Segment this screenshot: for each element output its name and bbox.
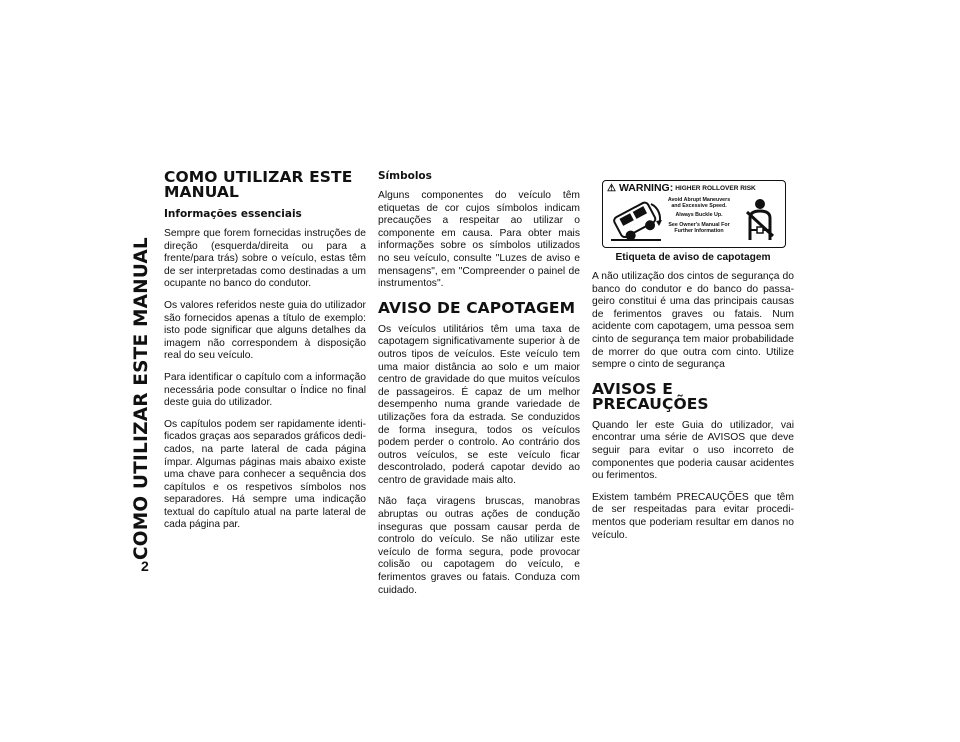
section-title-rollover-warning: AVISO DE CAPOTAGEM xyxy=(378,298,576,317)
subsection-title-symbols: Símbolos xyxy=(378,170,432,182)
paragraph: Alguns componentes do veículo têm etiquetas de cor cujos símbolos indicam precauções a respeitar ao utilizar o componente em causa. Para obter mais informações sobre os símbolos utilizados no seu veículo, consulte "Luzes de aviso e mensagens", em "Compreender o painel de instrumentos". xyxy=(378,190,580,290)
warning-line: See Owner's Manual For Further Information xyxy=(668,221,730,234)
paragraph: Os veículos utilitários têm uma taxa de capotagem significativamente superior à de outros tipos de veículos. Este veículo tem uma maior distância ao solo e um maior centro de gravidade do que muitos veículos de passageiros. É capaz de um melhor desempenho numa grande variedade de utilizações fora da estrada. Se conduzidos de forma insegura, todos os veículos podem perder o controlo. Ao contrário dos outros veículos, se este veículo ficar descontrolado, poderá capotar devido ao centro de gravidade mais alto. xyxy=(378,323,580,486)
warning-line: Avoid Abrupt Maneuvers and Excessive Speed. xyxy=(667,197,731,210)
paragraph: A não utilização dos cintos de segurança do banco do condutor e do banco do passageiro constitui é uma das principais causas de ferimentos graves ou fatais. Num acidente com capotagem, uma pessoa sem cinto de segurança tem maior probabilidade de morrer do que outra com cinto. Utilize sempre o cinto de segurança xyxy=(592,271,794,371)
column-left xyxy=(164,170,366,541)
paragraph: Sempre que forem fornecidas instruções de direção (esquerda/direita ou para a frente/para trás) sobre o veículo, estas têm de ser interpretadas como destinadas a um ocupante no banco do condutor. xyxy=(164,228,366,290)
paragraph: Para identificar o capítulo com a informação necessária pode consultar o Índice no final deste guia do utilizador. xyxy=(164,371,366,409)
chapter-side-tab-label: COMO UTILIZAR ESTE MANUAL xyxy=(131,237,152,560)
paragraph: Os valores referidos neste guia do utilizador são fornecidos apenas a título de exemplo: isto pode significar que alguns detalhes da imagem não correspondem à disposição real do seu veículo. xyxy=(164,299,366,362)
warning-triangle-icon: ⚠ xyxy=(607,182,616,194)
paragraph: Os capítulos podem ser rapidamente identificados graças aos separados gráficos dedicados, na parte lateral de cada página ímpar. Algumas páginas mais abaixo existe uma chave para conhecer a sequência dos capítulos e os respetivos símbolos nos separadores. Há sempre uma indicação textual do capítulo atual na parte lateral de cada página par. xyxy=(164,418,366,531)
subsection-title-essential-info: Informações essenciais xyxy=(164,208,302,220)
paragraph: Existem também PRECAUÇÕES que têm de ser respeitadas para evitar procedimentos que poderiam resultar em danos no veículo. xyxy=(592,491,794,541)
paragraph: Não faça viragens bruscas, manobras abruptas ou outras ações de condução inseguras que possam causar perda de controlo do veículo. Se não utilizar este veículo de forma segura, pode provocar colisão ou capotagem do veículo, e ferimentos graves ou fatais. Conduza com cuidado. xyxy=(378,496,580,596)
section-title-how-to-use: COMO UTILIZAR ESTE MANUAL xyxy=(164,168,353,201)
section-title-warnings-precautions: AVISOS E PRECAUÇÕES xyxy=(592,379,709,413)
chapter-side-tab xyxy=(128,160,160,560)
rollover-warning-label xyxy=(602,180,786,248)
warning-label-text xyxy=(663,197,735,245)
warning-word: WARNING: xyxy=(618,182,674,194)
warning-line: Always Buckle Up. xyxy=(675,212,723,219)
column-right xyxy=(592,170,794,551)
column-middle xyxy=(378,170,580,606)
rollover-risk-text: HIGHER ROLLOVER RISK xyxy=(675,184,756,192)
figure-caption: Etiqueta de aviso de capotagem xyxy=(615,252,771,263)
page-number: 2 xyxy=(141,558,149,574)
paragraph: Quando ler este Guia do utilizador, vai encontrar uma série de AVISOS que deve seguir para evitar o uso incorreto de componentes que poderia causar acidentes ou ferimentos. xyxy=(592,419,794,482)
rollover-vehicle-icon xyxy=(607,196,665,244)
seatbelt-icon xyxy=(737,196,783,244)
warning-label-header xyxy=(603,181,785,195)
